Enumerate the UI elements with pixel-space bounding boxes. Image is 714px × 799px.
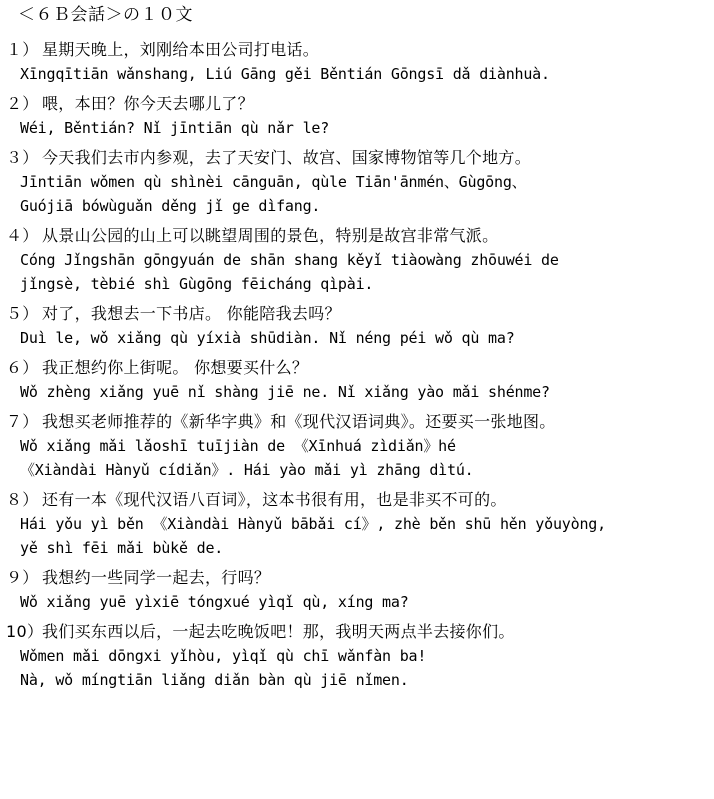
pinyin-line: Duì le, wǒ xiǎng qù yíxià shūdiàn. Nǐ néng péi wǒ qù ma?: [20, 329, 515, 347]
pinyin-line: Wǒ xiǎng yuē yìxiē tóngxué yìqǐ qù, xíng ma?: [20, 593, 409, 611]
pinyin-line: yě shì fēi mǎi bùkě de.: [20, 539, 224, 557]
sentence-item: [0, 488, 714, 560]
chinese-line: [0, 566, 714, 590]
sentence-item: [0, 224, 714, 296]
pinyin-line: Wǒ xiǎng mǎi lǎoshī tuījiàn de 《Xīnhuá zìdiǎn》hé: [20, 437, 456, 455]
chinese-text: 喂，本田？你今天去哪儿了？: [42, 94, 254, 113]
pinyin-line: Cóng Jǐngshān gōngyuán de shān shang kěyǐ tiàowàng zhōuwéi de: [20, 251, 559, 269]
chinese-line: [0, 620, 714, 644]
sentence-item: [0, 92, 714, 140]
sentence-item: [0, 410, 714, 482]
sentence-item: [0, 356, 714, 404]
sentence-number: ８）: [6, 490, 39, 509]
pinyin-line: Wǒmen mǎi dōngxi yǐhòu, yìqǐ qù chī wǎnfàn ba!: [20, 647, 427, 665]
sentence-number: １）: [6, 40, 39, 59]
sentence-item: [0, 566, 714, 614]
pinyin-line: Hái yǒu yì běn 《Xiàndài Hànyǔ bābǎi cí》, zhè běn shū hěn yǒuyòng,: [20, 515, 606, 533]
chinese-line: [0, 488, 714, 512]
chinese-line: [0, 224, 714, 248]
chinese-line: [0, 410, 714, 434]
chinese-text: 我想约一些同学一起去，行吗？: [42, 568, 271, 587]
sentence-number: ６）: [6, 358, 39, 377]
chinese-line: [0, 302, 714, 326]
pinyin-line: Jīntiān wǒmen qù shìnèi cānguān, qùle Tiān'ānmén、Gùgōng、: [20, 173, 527, 191]
pinyin-line: Guójiā bówùguǎn děng jǐ ge dìfang.: [20, 197, 321, 215]
sentence-number: 10）: [6, 622, 44, 641]
sentence-number: ７）: [6, 412, 39, 431]
chinese-text: 今天我们去市内参观，去了天安门、故宫、国家博物馆等几个地方。: [42, 148, 532, 167]
sentence-number: ３）: [6, 148, 39, 167]
chinese-text: 我们买东西以后，一起去吃晚饭吧！那，我明天两点半去接你们。: [42, 622, 515, 641]
sentence-number: ４）: [6, 226, 39, 245]
pinyin-line: Nà, wǒ míngtiān liǎng diǎn bàn qù jiē nǐmen.: [20, 671, 409, 689]
chinese-line: [0, 92, 714, 116]
pinyin-line: Wéi, Běntián? Nǐ jīntiān qù nǎr le?: [20, 119, 330, 137]
chinese-text: 我想买老师推荐的《新华字典》和《现代汉语词典》。还要买一张地图。: [42, 412, 556, 431]
document-title: ＜６Ｂ会話＞の１０文: [18, 5, 193, 25]
chinese-text: 还有一本《现代汉语八百词》，这本书很有用，也是非买不可的。: [42, 490, 507, 509]
pinyin-line: Wǒ zhèng xiǎng yuē nǐ shàng jiē ne. Nǐ xiǎng yào mǎi shénme?: [20, 383, 550, 401]
chinese-line: [0, 356, 714, 380]
pinyin-line: Xīngqītiān wǎnshang, Liú Gāng gěi Běntián Gōngsī dǎ diànhuà.: [20, 65, 550, 83]
chinese-text: 星期天晚上，刘刚给本田公司打电话。: [42, 40, 320, 59]
sentence-item: [0, 38, 714, 86]
sentence-number: ９）: [6, 568, 39, 587]
chinese-line: [0, 38, 714, 62]
chinese-line: [0, 146, 714, 170]
pinyin-line: jǐngsè, tèbié shì Gùgōng fēicháng qìpài.: [20, 275, 374, 293]
sentence-item: [0, 620, 714, 692]
chinese-text: 我正想约你上街呢。 你想要买什么？: [42, 358, 309, 377]
chinese-text: 对了，我想去一下书店。 你能陪我去吗？: [42, 304, 341, 323]
sentence-item: [0, 146, 714, 218]
chinese-text: 从景山公园的山上可以眺望周围的景色，特别是故宫非常气派。: [42, 226, 499, 245]
sentence-item: [0, 302, 714, 350]
sentence-number: ２）: [6, 94, 39, 113]
pinyin-line: 《Xiàndài Hànyǔ cídiǎn》. Hái yào mǎi yì zhāng dìtú.: [20, 461, 474, 479]
sentence-number: ５）: [6, 304, 39, 323]
